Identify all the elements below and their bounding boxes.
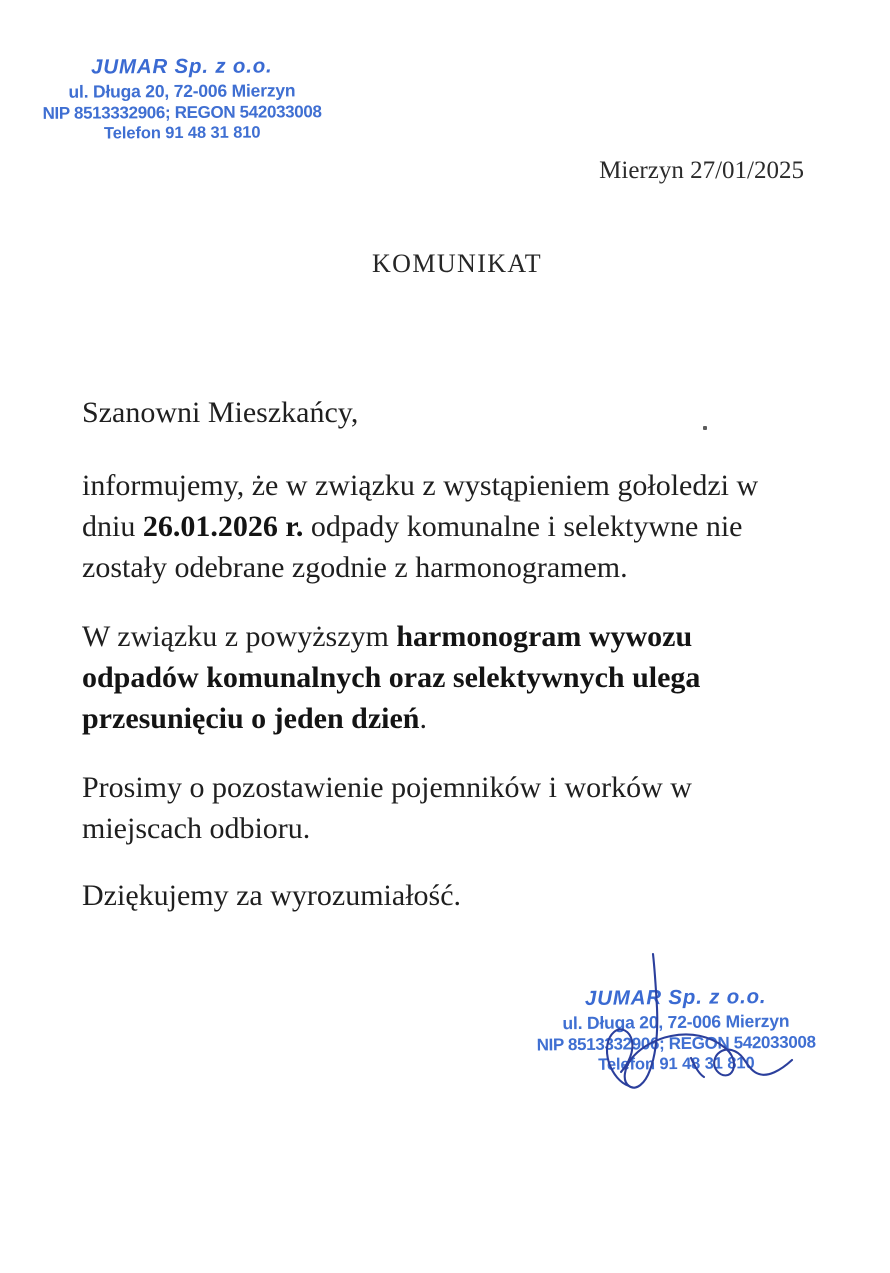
stamp-phone: Telefon 91 48 31 810: [598, 1054, 755, 1075]
page-title: KOMUNIKAT: [371, 249, 543, 278]
stamp-address: ul. Długa 20, 72-006 Mierzyn: [68, 80, 296, 102]
scan-artifact-speck: [703, 426, 707, 430]
salutation-paragraph: Szanowni Mieszkańcy,: [82, 396, 359, 429]
incident-date-bold: 26.01.2026 r.: [142, 510, 304, 543]
stamp-address: ul. Długa 20, 72-006 Mierzyn: [562, 1010, 790, 1034]
company-stamp-footer: [536, 984, 817, 1077]
schedule-text-lead: W związku z powyższym: [82, 620, 397, 653]
company-stamp-header: [42, 53, 323, 145]
incident-text-tail: odpady komunalne i selektywne nie zostały odebrane zgodnie z harmonogramem.: [82, 510, 743, 584]
paragraph-request: Prosimy o pozostawienie pojemników i worków w miejscach odbioru.: [82, 771, 692, 845]
schedule-text-tail: .: [419, 702, 427, 735]
stamp-company-name: JUMAR Sp. z o.o.: [91, 54, 273, 79]
stamp-phone: Telefon 91 48 31 810: [103, 123, 261, 143]
stamp-tax-ids: NIP 8513332906; REGON 542033008: [536, 1032, 816, 1055]
stamp-tax-ids: NIP 8513332906; REGON 542033008: [42, 102, 322, 123]
document-body: [82, 392, 812, 944]
stamp-company-name: JUMAR Sp. z o.o.: [584, 985, 767, 1010]
paragraph-incident: [82, 465, 812, 588]
date-line: Mierzyn 27/01/2025: [599, 157, 804, 184]
paragraph-thanks: Dziękujemy za wyrozumiałość.: [82, 879, 462, 912]
paragraph-schedule-shift: [82, 616, 812, 739]
schedule-bold-statement: harmonogram wywozu odpadów komunalnych oraz selektywnych ulega przesunięciu o jeden dzień: [82, 620, 701, 735]
incident-text-lead: informujemy, że w związku z wystąpieniem gołoledzi w dniu: [82, 469, 759, 543]
